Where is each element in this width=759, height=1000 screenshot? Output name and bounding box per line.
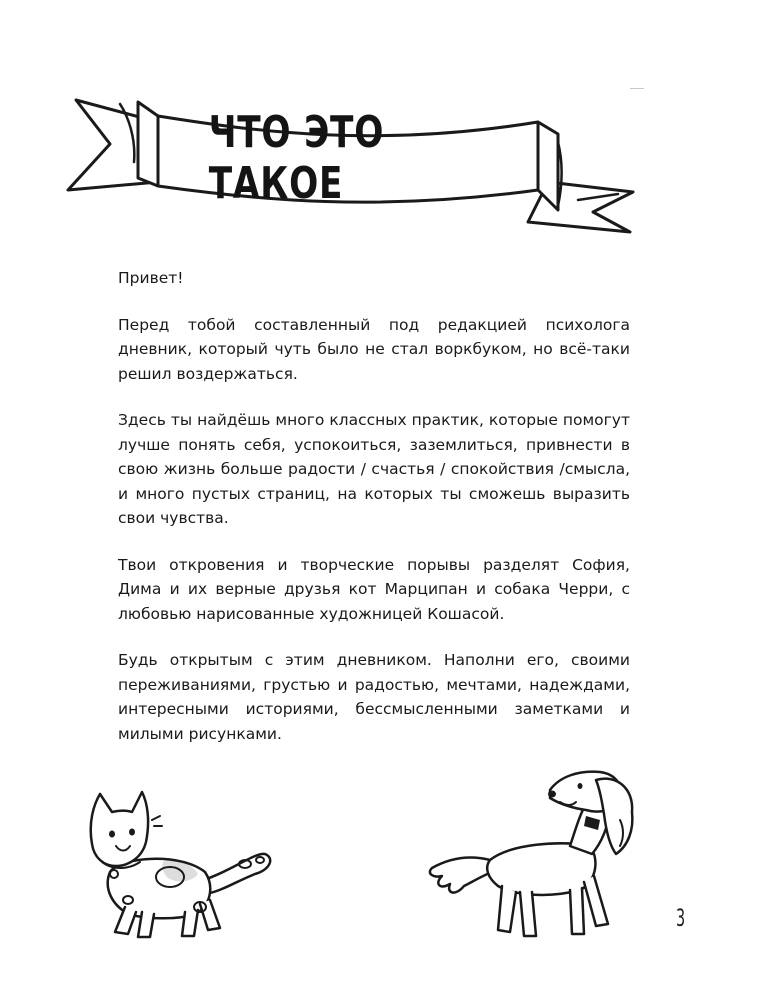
- paragraph-be-open: Будь открытым с этим дневником. Наполни его, своими переживаниями, грустью и радостью, мечтами, надеждами, интересными историями, бессмысленными заметками и милыми рисунками.: [118, 651, 630, 743]
- dog-drawing: [420, 750, 650, 950]
- paragraph-greeting: Привет!: [118, 269, 184, 287]
- page-number: 3: [676, 904, 686, 932]
- page-title: ЧТО ЭТО ТАКОЕ: [208, 107, 385, 209]
- intro-text: [118, 266, 630, 768]
- paragraph-characters: Твои откровения и творческие порывы разделят София, Дима и их верные друзья кот Марципан и собака Черри, с любовью нарисованные художницей Кошасой.: [118, 555, 630, 623]
- cat-illustration: [70, 782, 280, 942]
- paragraph-about: Перед тобой составленный под редакцией психолога дневник, который чуть было не стал воркбуком, но всё-таки решил воздержаться.: [118, 315, 630, 383]
- paragraph-practices: Здесь ты найдёшь много классных практик, которые помогут лучше понять себя, успокоиться, заземлиться, привнести в свою жизнь больше радости / счастья / спокойствия /смысла, и много пустых страниц, на которых ты сможешь выразить свои чувства.: [118, 411, 630, 527]
- cat-drawing: [70, 782, 280, 942]
- title-banner: [58, 82, 648, 242]
- dog-illustration: [420, 750, 650, 950]
